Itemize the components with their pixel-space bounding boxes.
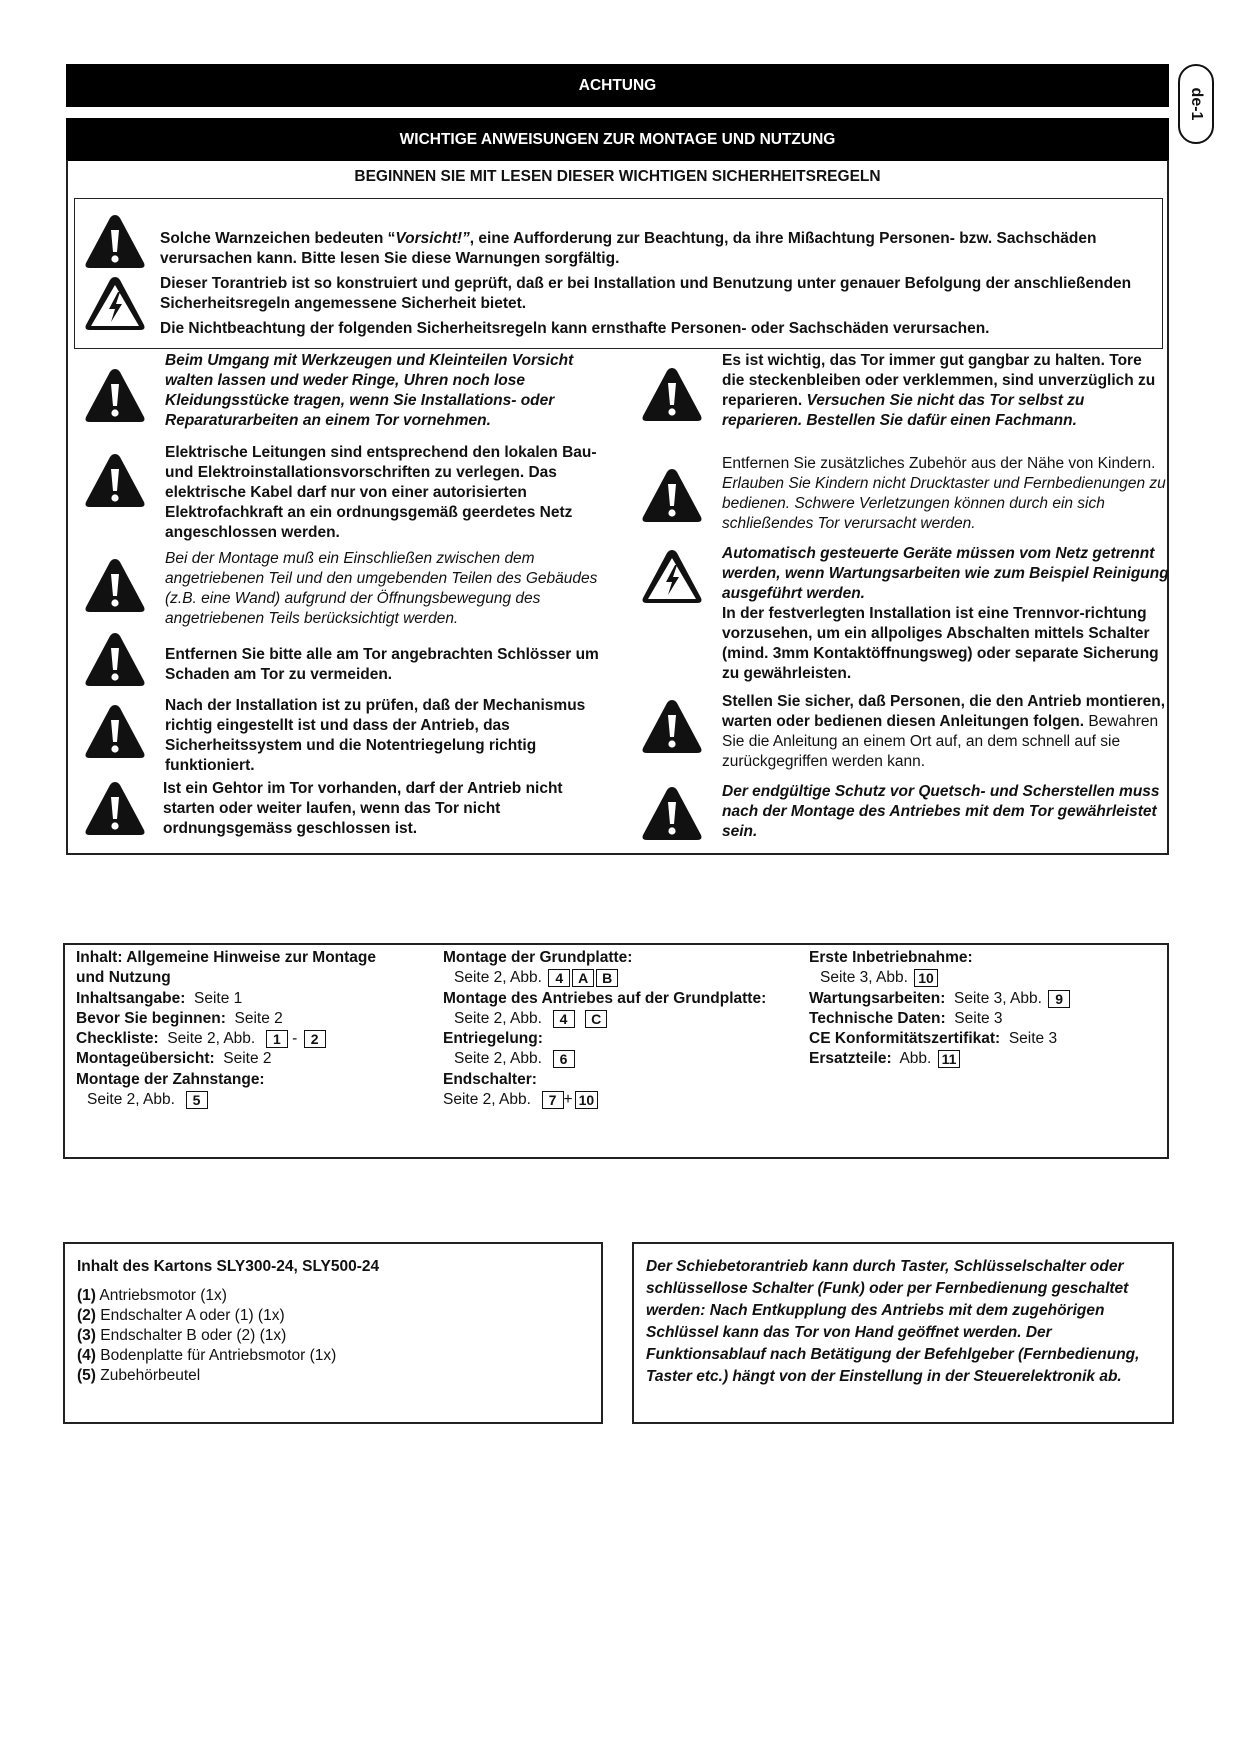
warning-exclamation-icon <box>641 466 703 524</box>
figure-ref: B <box>596 969 618 987</box>
figure-ref: 5 <box>186 1091 208 1109</box>
description-box <box>632 1242 1174 1424</box>
right-warning-2: Entfernen Sie zusätzliches Zubehör aus der Nähe von Kindern. Erlauben Sie Kindern nicht Drucktaster und Fernbedienungen zu bedienen. Schwere Verletzungen können durch ein sich schließendes Tor verursacht werden. <box>722 455 1166 532</box>
left-warning-3: Bei der Montage muß ein Einschließen zwischen dem angetriebenen Teil und den umgebenden Teilen des Gebäudes (z.B. eine Wand) aufgrund der Öffnungsbewegung des angetriebenen Teils berücksichtigt werden. <box>165 550 598 627</box>
toc-item: Seite 3, Abb. 10 <box>809 968 1070 988</box>
warning-exclamation-icon <box>84 451 146 509</box>
toc-item: Seite 2, Abb. 4 C <box>443 1009 766 1029</box>
warning-lightning-icon <box>84 274 146 332</box>
intro-line-3: Die Nichtbeachtung der folgenden Sicherheitsregeln kann ernsthafte Personen- oder Sachschäden verursachen. <box>160 320 990 337</box>
figure-ref: 7 <box>542 1091 564 1109</box>
right-warning-5: Der endgültige Schutz vor Quetsch- und Scherstellen muss nach der Montage des Antriebes mit dem Tor gewährleistet sein. <box>722 783 1160 840</box>
toc-item: Montage der Grundplatte: <box>443 949 633 966</box>
toc-item: CE Konformitätszertifikat: Seite 3 <box>809 1030 1058 1048</box>
figure-ref: 4 <box>548 969 570 987</box>
toc-item: Ersatzteile: Abb. 11 <box>809 1049 1070 1069</box>
figure-ref: 1 <box>266 1030 288 1048</box>
description-text: Der Schiebetorantrieb kann durch Taster, Schlüsselschalter oder schlüssellose Schalter (Funk) oder per Fernbedienung geschaltet werden: Nach Entkupplung des Antriebs mit dem zugehörigen Schlüssel kann das Tor von Hand geöffnet werden. Der Funktionsablauf nach Betätigung der Befehlgeber (Fernbedienung, Taster etc.) hängt von der Einstellung in der Steuerelektronik ab. <box>646 1258 1140 1385</box>
warning-exclamation-icon <box>84 630 146 688</box>
list-item: (2) Endschalter A oder (1) (1x) <box>77 1307 285 1324</box>
toc-item: Inhaltsangabe: Seite 1 <box>76 989 243 1007</box>
right-warning-4: Stellen Sie sicher, daß Personen, die den Antrieb montieren, warten oder bedienen diesen Anleitungen folgen. Bewahren Sie die Anleitung an einem Ort auf, an dem schnell auf sie zurückgegriffen werden kann. <box>722 693 1166 770</box>
right-warning-1: Es ist wichtig, das Tor immer gut gangbar zu halten. Tore die steckenbleiben oder verklemmen, sind unverzüglich zu reparieren. Versuchen Sie nicht das Tor selbst zu reparieren. Bestellen Sie dafür einen Fachmann. <box>722 352 1156 429</box>
figure-ref: 9 <box>1048 990 1070 1008</box>
list-item: (5) Zubehörbeutel <box>77 1367 201 1384</box>
figure-ref: 6 <box>553 1050 575 1068</box>
left-warning-6: Ist ein Gehtor im Tor vorhanden, darf der Antrieb nicht starten oder weiter laufen, wenn das Tor nicht ordnungsgemäss geschlossen ist. <box>163 780 563 837</box>
warning-exclamation-icon <box>641 365 703 423</box>
carton-title: Inhalt des Kartons SLY300-24, SLY500-24 <box>77 1258 380 1275</box>
list-item: (4) Bodenplatte für Antriebsmotor (1x) <box>77 1347 337 1364</box>
carton-list <box>77 1286 336 1386</box>
toc-item: Montage der Zahnstange: <box>76 1070 265 1088</box>
left-warning-2: Elektrische Leitungen sind entsprechend den lokalen Bau- und Elektroinstallationsvorschriften zu verlegen. Das elektrische Kabel darf nur von einer autorisierten Elektrofachkraft an ein ordnungsgemäß geerdetes Netz angeschlossen werden. <box>165 444 597 541</box>
figure-ref: 10 <box>914 969 938 987</box>
toc-item: Montageübersicht: Seite 2 <box>76 1050 272 1068</box>
page-tab-label: de-1 <box>1188 87 1205 121</box>
warning-exclamation-icon <box>84 212 146 270</box>
carton-contents-box <box>63 1242 603 1424</box>
figure-ref: 2 <box>304 1030 326 1048</box>
list-item: (3) Endschalter B oder (2) (1x) <box>77 1327 287 1344</box>
toc-item: Technische Daten: Seite 3 <box>809 1009 1003 1027</box>
figure-ref: 11 <box>938 1050 961 1068</box>
toc-item: Entriegelung: <box>443 1030 543 1048</box>
toc-item: Wartungsarbeiten: Seite 3, Abb. 9 <box>809 989 1070 1009</box>
warning-exclamation-icon <box>84 779 146 837</box>
toc-item: Montage des Antriebes auf der Grundplatte: <box>443 989 767 1007</box>
left-warning-5: Nach der Installation ist zu prüfen, daß der Mechanismus richtig eingestellt ist und dass der Antrieb, das Sicherheitssystem und die Notentriegelung richtig funktioniert. <box>165 697 586 774</box>
warning-exclamation-icon <box>641 784 703 842</box>
warning-exclamation-icon <box>84 702 146 760</box>
toc-column-2 <box>443 948 766 1110</box>
figure-ref: 4 <box>553 1010 575 1028</box>
figure-ref: 10 <box>575 1091 599 1109</box>
intro-line-1: Solche Warnzeichen bedeuten “Vorsicht!”, eine Aufforderung zur Beachtung, da ihre Mißachtung Personen- bzw. Sachschäden verursachen kann. Bitte lesen Sie diese Warnungen sorgfältig. <box>160 230 1097 267</box>
right-warning-3: Automatisch gesteuerte Geräte müssen vom Netz getrennt werden, wenn Wartungsarbeiten wie zum Beispiel Reinigung ausgeführt werden. In der festverlegten Installation ist eine Trennvor-richtung vorzusehen, um ein allpoliges Abschalten mittels Schalter (mind. 3mm Kontaktöffnungsweg) oder separate Sicherung zu gewährleisten. <box>722 545 1169 682</box>
toc-item: Endschalter: <box>443 1070 537 1088</box>
warning-exclamation-icon <box>84 556 146 614</box>
left-warning-4: Entfernen Sie bitte alle am Tor angebrachten Schlösser um Schaden am Tor zu vermeiden. <box>165 646 599 683</box>
toc-item: und Nutzung <box>76 969 171 987</box>
warning-lightning-icon <box>641 547 703 605</box>
warning-exclamation-icon <box>84 366 146 424</box>
title-bar: WICHTIGE ANWEISUNGEN ZUR MONTAGE UND NUTZUNG <box>66 118 1169 161</box>
toc-item: Checkliste: Seite 2, Abb. 1 - 2 <box>76 1029 376 1049</box>
figure-ref: A <box>572 969 594 987</box>
toc-item: Erste Inbetriebnahme: <box>809 949 973 966</box>
figure-ref: C <box>585 1010 607 1028</box>
intro-line-2: Dieser Torantrieb ist so konstruiert und geprüft, daß er bei Installation und Benutzung unter genauer Befolgung der anschließenden Sicherheitsregeln angemessene Sicherheit bietet. <box>160 275 1132 312</box>
toc-item: Seite 2, Abb. 4 A B <box>443 968 766 988</box>
page-tab <box>1178 64 1214 144</box>
toc-item: Seite 2, Abb. 6 <box>443 1049 766 1069</box>
toc-item: Seite 2, Abb. 7 + 10 <box>443 1090 766 1110</box>
toc-item: Inhalt: Allgemeine Hinweise zur Montage <box>76 949 376 966</box>
achtung-bar: ACHTUNG <box>66 64 1169 107</box>
toc-column-1 <box>76 948 376 1110</box>
warning-exclamation-icon <box>641 697 703 755</box>
toc-item: Seite 2, Abb. 5 <box>76 1090 376 1110</box>
left-warning-1: Beim Umgang mit Werkzeugen und Kleinteilen Vorsicht walten lassen und weder Ringe, Uhren noch lose Kleidungsstücke tragen, wenn Sie Installations- oder Reparaturarbeiten an einem Tor vornehmen. <box>165 352 574 429</box>
safety-subtitle: BEGINNEN SIE MIT LESEN DIESER WICHTIGEN SICHERHEITSREGELN <box>354 168 881 185</box>
toc-column-3 <box>809 948 1070 1070</box>
toc-item: Bevor Sie beginnen: Seite 2 <box>76 1009 283 1027</box>
list-item: (1) Antriebsmotor (1x) <box>77 1287 227 1304</box>
